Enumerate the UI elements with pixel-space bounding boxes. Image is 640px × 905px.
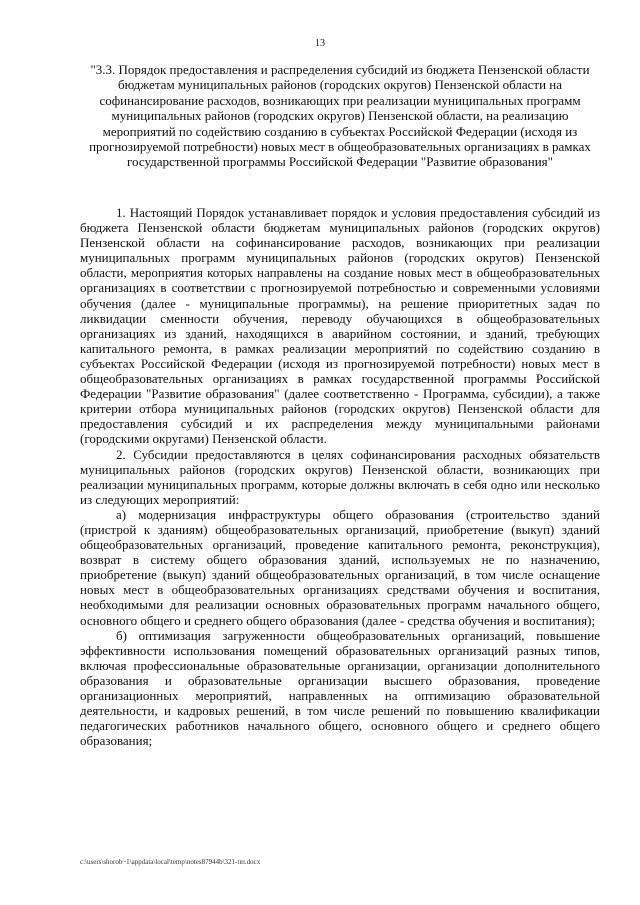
paragraph-1: 1. Настоящий Порядок устанавливает порядок и условия предоставления субсидий из бюджета Пензенской области бюджетам муниципальных районов (городских округов) Пензенской области на софинансирование расходов, возникающих при реализации муниципальных программ муниципальных районов (городских округов) Пензенской области, мероприятия которых направлены на создание новых мест в общеобразовательных организациях в соответствии с прогнозируемой потребностью и современными условиями обучения (далее - муниципальные программы), на решение приоритетных задач по ликвидации сменности обучения, переводу обучающихся в общеобразовательных организациях из зданий, находящихся в аварийном состоянии, и зданий, требующих капитального ремонта, в рамках реализации мероприятий по содействию созданию в субъектах Российской Федерации (исходя из прогнозируемой потребности) новых мест в общеобразовательных организациях в рамках государственной программы Российской Федерации "Развитие образования" (далее соответственно - Программа, субсидии), а также критерии отбора муниципальных районов (городских округов) Пензенской области для предоставления субсидий и их распределения между муниципальными районами (городскими округами) Пензенской области.	[80, 205, 600, 447]
paragraph-item-a: а) модернизация инфраструктуры общего образования (строительство зданий (пристрой к зданиям) общеобразовательных организаций, приобретение (выкуп) зданий общеобразовательных организаций, проведение капитального ремонта, реконструкция), возврат в систему общего образования зданий, используемых не по назначению, приобретение (выкуп) зданий общеобразовательных организаций, в том числе оснащение новых мест в общеобразовательных организациях средствами обучения и воспитания, необходимыми для реализации основных образовательных программ начального общего, основного общего и среднего общего образования (далее - средства обучения и воспитания);	[80, 506, 600, 628]
page-number: 13	[315, 38, 325, 49]
section-heading: "3.3. Порядок предоставления и распределения субсидий из бюджета Пензенской области бюджетам муниципальных районов (городских округов) Пензенской области на софинансирование расходов, возникающих при реализации муниципальных программ муниципальных районов (городских округов) Пензенской области, на реализацию мероприятий по содействию созданию в субъектах Российской Федерации (исходя из прогнозируемой потребности) новых мест в общеобразовательных организациях в рамках государственной программы Российской Федерации "Развитие образования"	[89, 62, 591, 170]
file-path-footer: c:\users\shorob~1\appdata\local\temp\notes87944b\321-пп.docx	[80, 858, 261, 866]
document-body	[80, 205, 600, 748]
paragraph-2: 2. Субсидии предоставляются в целях софинансирования расходных обязательств муниципальных районов (городских округов) Пензенской области, возникающих при реализации муниципальных программ, которые должны включать в себя одно или несколько из следующих мероприятий:	[80, 446, 600, 507]
paragraph-item-b: б) оптимизация загруженности общеобразовательных организаций, повышение эффективности использования помещений образовательных организаций разных типов, включая профессиональные образовательные организации, организации дополнительного образования и образовательные организации высшего образования, проведение организационных мероприятий, направленных на оптимизацию образовательной деятельности, и кадровых решений, в том числе решений по повышению квалификации педагогических работников начального общего, основного общего и среднего общего образования;	[80, 627, 600, 749]
